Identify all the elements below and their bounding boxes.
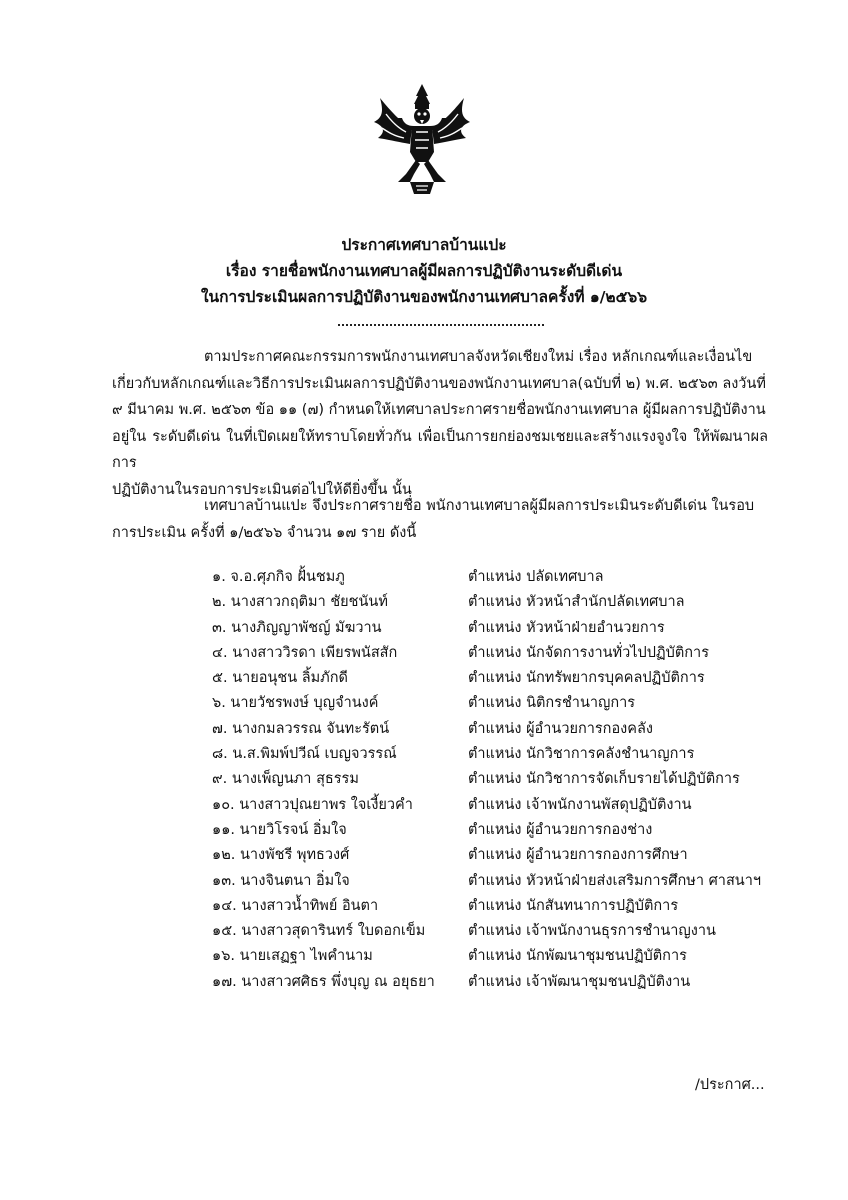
list-item <box>212 616 772 641</box>
list-item <box>212 944 772 969</box>
list-item <box>212 843 772 868</box>
list-item <box>212 742 772 767</box>
paragraph-1 <box>112 344 768 503</box>
staff-name: ๓. นางภิญญาพัชญ์ มัฆวาน <box>212 619 382 636</box>
paragraph-line: ๙ มีนาคม พ.ศ. ๒๕๖๓ ข้อ ๑๑ (๗) กำหนดให้เทศบาลประกาศรายชื่อพนักงานเทศบาล ผู้มีผลการปฏิบัติงาน <box>112 402 766 418</box>
list-item <box>212 717 772 742</box>
announcement-subject-cont: ในการประเมินผลการปฏิบัติงานของพนักงานเทศบาลครั้งที่ ๑/๒๕๖๖ <box>200 288 648 306</box>
announcement-subject: เรื่อง รายชื่อพนักงานเทศบาลผู้มีผลการปฏิบัติงานระดับดีเด่น <box>225 262 623 280</box>
staff-position: ตำแหน่ง นักวิชาการคลังชำนาญการ <box>468 746 695 763</box>
paragraph-line: ตามประกาศคณะกรรมการพนักงานเทศบาลจังหวัดเชียงใหม่ เรื่อง หลักเกณฑ์และเงื่อนไข <box>204 349 753 365</box>
paragraph-line: เทศบาลบ้านแปะ จึงประกาศรายชื่อ พนักงานเทศบาลผู้มีผลการประเมินระดับดีเด่น ในรอบ <box>204 498 755 514</box>
staff-position: ตำแหน่ง หัวหน้าฝ่ายอำนวยการ <box>468 619 665 636</box>
staff-name: ๑๕. นางสาวสุดารินทร์ ใบดอกเข็ม <box>212 923 426 940</box>
staff-name: ๙. นางเพ็ญนภา สุธรรม <box>212 771 359 788</box>
paragraph-line: การประเมิน ครั้งที่ ๑/๒๕๖๖ จำนวน ๑๗ ราย ดังนี้ <box>112 524 417 541</box>
staff-name: ๑๗. นางสาวศศิธร พึ่งบุญ ณ อยุธยา <box>212 973 435 990</box>
staff-name: ๑๑. นายวิโรจน์ อิ่มใจ <box>212 821 347 838</box>
list-item <box>212 565 772 590</box>
list-item <box>212 641 772 666</box>
staff-position: ตำแหน่ง นักจัดการงานทั่วไปปฏิบัติการ <box>468 644 709 661</box>
list-item <box>212 818 772 843</box>
staff-list <box>212 565 772 995</box>
staff-position: ตำแหน่ง เจ้าพนักงานธุรการชำนาญงาน <box>468 923 716 940</box>
staff-position: ตำแหน่ง นิติกรชำนาญการ <box>468 695 636 712</box>
staff-position: ตำแหน่ง เจ้าพนักงานพัสดุปฏิบัติงาน <box>468 796 692 813</box>
announcement-title: ประกาศเทศบาลบ้านแปะ <box>341 236 507 254</box>
staff-position: ตำแหน่ง นักสันทนาการปฏิบัติการ <box>468 897 679 914</box>
staff-position: ตำแหน่ง นักวิชาการจัดเก็บรายได้ปฏิบัติการ <box>468 771 740 788</box>
staff-name: ๑๒. นางพัชรี พุทธวงศ์ <box>212 847 350 864</box>
staff-name: ๒. นางสาวกฤติมา ชัยชนันท์ <box>212 594 388 611</box>
staff-position: ตำแหน่ง นักทรัพยากรบุคคลปฏิบัติการ <box>468 670 705 687</box>
staff-position: ตำแหน่ง นักพัฒนาชุมชนปฏิบัติการ <box>468 948 687 965</box>
list-item <box>212 691 772 716</box>
list-item <box>212 919 772 944</box>
paragraph-2 <box>112 493 768 546</box>
staff-position: ตำแหน่ง ผู้อำนวยการกองการศึกษา <box>468 847 688 864</box>
staff-position: ตำแหน่ง ผู้อำนวยการกองคลัง <box>468 720 653 737</box>
list-item <box>212 869 772 894</box>
staff-name: ๑๔. นางสาวน้ำทิพย์ อินตา <box>212 897 379 914</box>
list-item <box>212 970 772 995</box>
staff-position: ตำแหน่ง ปลัดเทศบาล <box>468 569 604 585</box>
staff-position: ตำแหน่ง หัวหน้าฝ่ายส่งเสริมการศึกษา ศาสนาฯ <box>468 872 761 889</box>
list-item <box>212 767 772 792</box>
staff-name: ๖. นายวัชรพงษ์ บุญจำนงค์ <box>212 695 379 712</box>
staff-position: ตำแหน่ง เจ้าพัฒนาชุมชนปฏิบัติงาน <box>468 973 691 990</box>
paragraph-line: อยู่ใน ระดับดีเด่น ในที่เปิดเผยให้ทราบโดยทั่วกัน เพื่อเป็นการยกย่องชมเชยและสร้างแรงจูงใจ ให้พัฒนาผลการ <box>112 428 768 471</box>
list-item <box>212 793 772 818</box>
list-item <box>212 666 772 691</box>
staff-position: ตำแหน่ง ผู้อำนวยการกองช่าง <box>468 821 653 838</box>
staff-position: ตำแหน่ง หัวหน้าสำนักปลัดเทศบาล <box>468 594 685 611</box>
staff-name: ๕. นายอนุชน ลิ้มภักดี <box>212 670 348 687</box>
staff-name: ๑๖. นายเสฏฐา ไพคำนาม <box>212 948 373 965</box>
staff-name: ๑๓. นางจินตนา อิ่มใจ <box>212 872 350 889</box>
continuation-note: /ประกาศ... <box>695 1077 765 1093</box>
staff-name: ๔. นางสาววิรดา เพียรพนัสสัก <box>212 644 398 661</box>
paragraph-line: ปฏิบัติงานในรอบการประเมินต่อไปให้ดียิ่งขึ้น นั้น <box>112 481 412 498</box>
garuda-emblem <box>370 82 474 196</box>
staff-name: ๑. จ.อ.ศุภกิจ ฝั้นชมภู <box>212 569 345 585</box>
list-item <box>212 894 772 919</box>
staff-name: ๑๐. นางสาวปุณยาพร ใจเงี้ยวคำ <box>212 796 413 813</box>
paragraph-line: เกี่ยวกับหลักเกณฑ์และวิธีการประเมินผลการปฏิบัติงานของพนักงานเทศบาล(ฉบับที่ ๒) พ.ศ. ๒๕๖๓ ลงวันที่ <box>112 375 766 392</box>
dotted-separator <box>338 318 544 326</box>
staff-name: ๘. น.ส.พิมพ์ปวีณ์ เบญจวรรณ์ <box>212 746 397 763</box>
staff-name: ๗. นางกมลวรรณ จันทะรัตน์ <box>212 720 390 737</box>
list-item <box>212 590 772 615</box>
